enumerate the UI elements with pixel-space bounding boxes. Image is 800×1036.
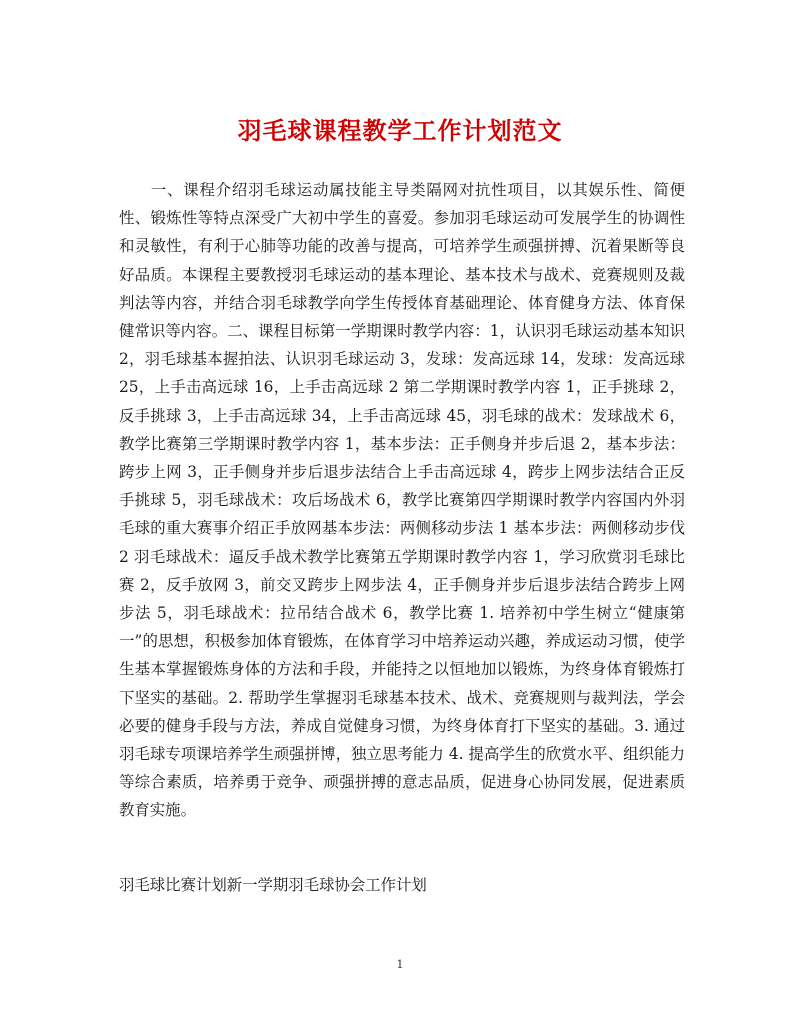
page-number: 1 xyxy=(396,958,404,971)
document-body xyxy=(119,176,685,825)
related-documents-line: 羽毛球比赛计划新一学期羽毛球协会工作计划 xyxy=(119,876,427,894)
body-text: 一、课程介绍羽毛球运动属技能主导类隔网对抗性项目，以其娱乐性、简便性、锻炼性等特点深受广大初中学生的喜爱。参加羽毛球运动可发展学生的协调性和灵敏性，有利于心肺等功能的改善与提高，可培养学生顽强拼搏、沉着果断等良好品质。本课程主要教授羽毛球运动的基本理论、基本技术与战术、竞赛规则及裁判法等内容，并结合羽毛球教学向学生传授体育基础理论、体育健身方法、体育保健常识等内容。二、课程目标第一学期课时教学内容：1，认识羽毛球运动基本知识 2，羽毛球基本握拍法、认识羽毛球运动 3，发球：发高远球 14，发球：发高远球 25，上手击高远球 16，上手击高远球 2 第二学期课时教学内容 1，正手挑球 2，反手挑球 3，上手击高远球 34，上手击高远球 45，羽毛球的战术：发球战术 6，教学比赛第三学期课时教学内容 1，基本步法：正手侧身并步后退 2，基本步法：跨步上网 3，正手侧身并步后退步法结合上手击高远球 4，跨步上网步法结合正反手挑球 5，羽毛球战术：攻后场战术 6，教学比赛第四学期课时教学内容国内外羽毛球的重大赛事介绍正手放网基本步法：两侧移动步法 1 基本步法：两侧移动步伐 2 羽毛球战术：逼反手战术教学比赛第五学期课时教学内容 1，学习欣赏羽毛球比赛 2，反手放网 3，前交叉跨步上网步法 4，正手侧身并步后退步法结合跨步上网步法 5，羽毛球战术：拉吊结合战术 6，教学比赛 1. 培养初中学生树立“健康第一”的思想，积极参加体育锻炼，在体育学习中培养运动兴趣，养成运动习惯，使学生基本掌握锻炼身体的方法和手段，并能持之以恒地加以锻炼，为终身体育锻炼打下坚实的基础。2. 帮助学生掌握羽毛球基本技术、战术、竞赛规则与裁判法，学会必要的健身手段与方法，养成自觉健身习惯，为终身体育打下坚实的基础。3. 通过羽毛球专项课培养学生顽强拼博，独立思考能力 4. 提高学生的欣赏水平、组织能力等综合素质，培养勇于竞争、顽强拼搏的意志品质，促进身心协同发展，促进素质教育实施。 xyxy=(119,181,685,820)
document-title: 羽毛球课程教学工作计划范文 xyxy=(237,116,563,145)
